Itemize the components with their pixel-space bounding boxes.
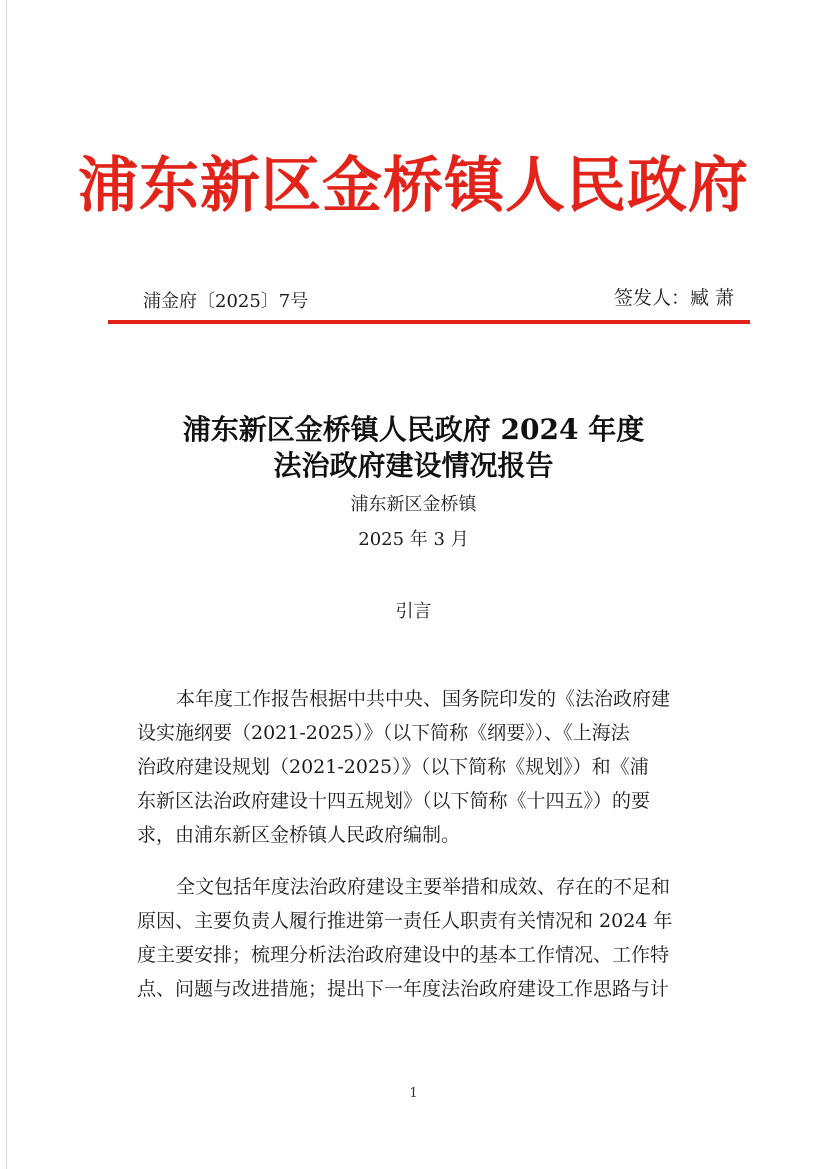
page-number: 1 <box>409 1086 418 1101</box>
report-date: 2025 年 3 月 <box>358 529 469 550</box>
report-title-line-1: 浦东新区金桥镇人民政府 2024 年度 <box>182 413 645 446</box>
issuer-signature: 签发人：臧 萧 <box>613 287 734 309</box>
paragraph-1-line-5: 求，由浦东新区金桥镇人民政府编制。 <box>137 824 461 846</box>
document-number: 浦金府〔2025〕7号 <box>143 291 309 312</box>
paragraph-2-line-3: 度主要安排；梳理分析法治政府建设中的基本工作情况、工作特 <box>137 944 670 966</box>
section-heading: 引言 <box>395 601 432 622</box>
paragraph-1-line-1: 本年度工作报告根据中共中央、国务院印发的《法治政府建 <box>176 688 671 710</box>
red-separator-line <box>108 320 750 324</box>
paragraph-2-line-1: 全文包括年度法治政府建设主要举措和成效、存在的不足和 <box>176 876 671 898</box>
letterhead-title: 浦东新区金桥镇人民政府 <box>78 151 749 221</box>
paragraph-2-line-2: 原因、主要负责人履行推进第一责任人职责有关情况和 2024 年 <box>137 910 673 932</box>
paragraph-2-line-4: 点、问题与改进措施；提出下一年度法治政府建设工作思路与计 <box>137 978 670 1000</box>
paragraph-1-line-3: 治政府建设规划（2021-2025）》（以下简称《规划》）和《浦 <box>137 756 649 778</box>
paragraph-1-line-2: 设实施纲要（2021-2025）》（以下简称《纲要》）、《上海法 <box>137 722 630 744</box>
report-author: 浦东新区金桥镇 <box>350 494 477 515</box>
paragraph-1-line-4: 东新区法治政府建设十四五规划》（以下简称《十四五》）的要 <box>137 790 651 812</box>
report-title-line-2: 法治政府建设情况报告 <box>273 449 554 482</box>
